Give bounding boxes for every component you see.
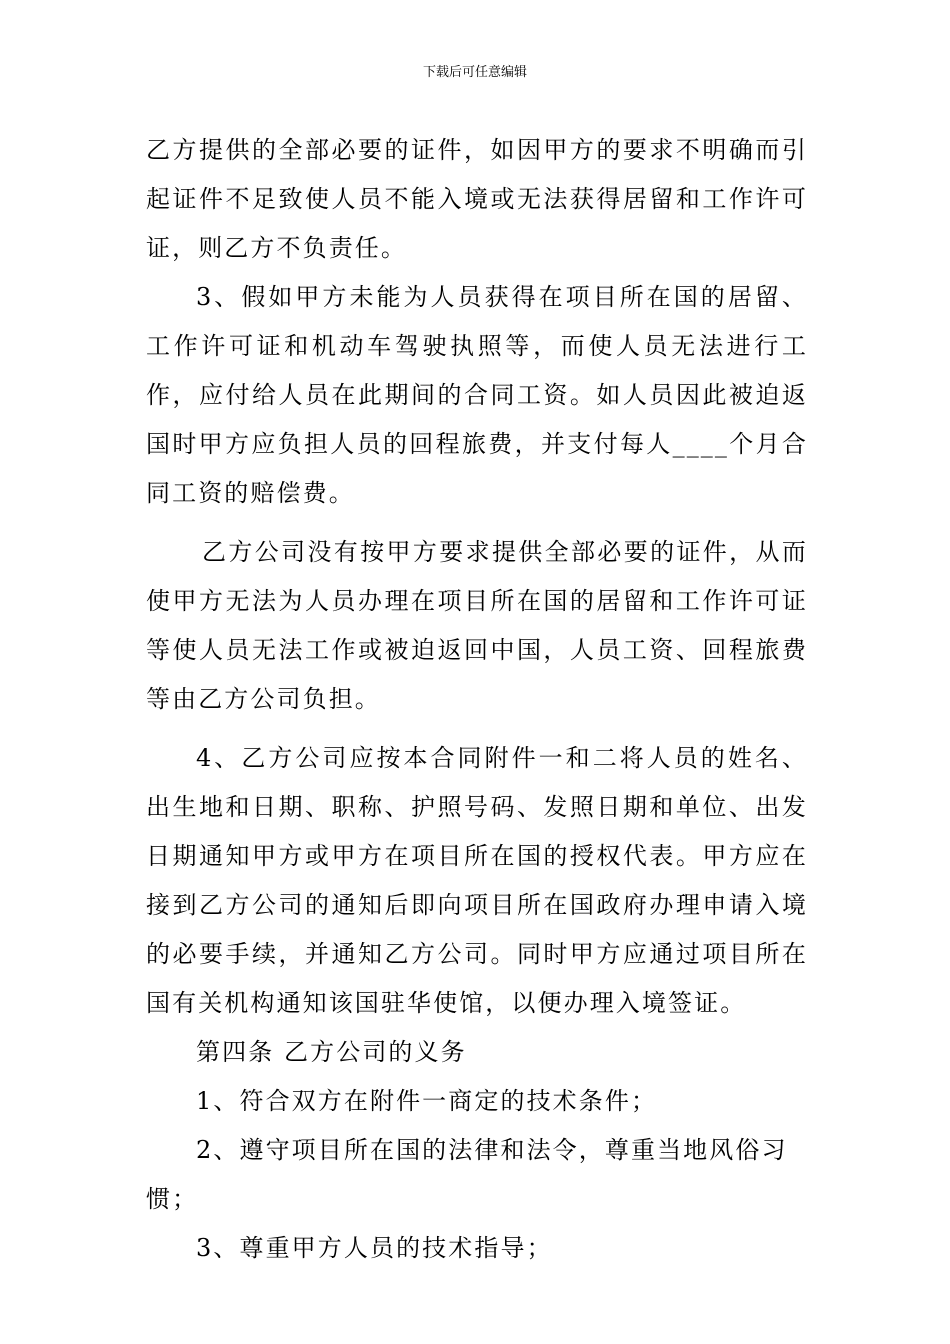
page-header-note: 下载后可任意编辑 bbox=[422, 65, 527, 80]
paragraph-residence-certificates: 乙方提供的全部必要的证件，如因甲方的要求不明确而引起证件不足致使人员不能入境或无法获得居留和工作许可证，则乙方不负责任。 bbox=[146, 136, 808, 262]
obligation-item-3: 3、尊重甲方人员的技术指导； bbox=[196, 1234, 553, 1262]
paragraph-clause-3: 3、假如甲方未能为人员获得在项目所在国的居留、工作许可证和机动车驾驶执照等，而使人员无法进行工作，应付给人员在此期间的合同工资。如人员因此被迫返国时甲方应负担人员的回程旅费，并支付每人____个月合同工资的赔偿费。 bbox=[146, 283, 808, 507]
article-4-heading: 第四条 乙方公司的义务 bbox=[196, 1038, 467, 1066]
paragraph-clause-4: 4、乙方公司应按本合同附件一和二将人员的姓名、出生地和日期、职称、护照号码、发照日期和单位、出发日期通知甲方或甲方在项目所在国的授权代表。甲方应在接到乙方公司的通知后即向项目所在国政府办理申请入境的必要手续，并通知乙方公司。同时甲方应通过项目所在国有关机构通知该国驻华使馆，以便办理入境签证。 bbox=[146, 744, 808, 1017]
document-body bbox=[146, 126, 808, 1273]
paragraph-party-b-liability: 乙方公司没有按甲方要求提供全部必要的证件，从而使甲方无法为人员办理在项目所在国的居留和工作许可证等使人员无法工作或被迫返回中国，人员工资、回程旅费等由乙方公司负担。 bbox=[146, 538, 808, 713]
obligation-item-1: 1、符合双方在附件一商定的技术条件； bbox=[196, 1087, 658, 1115]
obligation-item-2: 2、遵守项目所在国的法律和法令，尊重当地风俗习惯； bbox=[146, 1136, 788, 1213]
